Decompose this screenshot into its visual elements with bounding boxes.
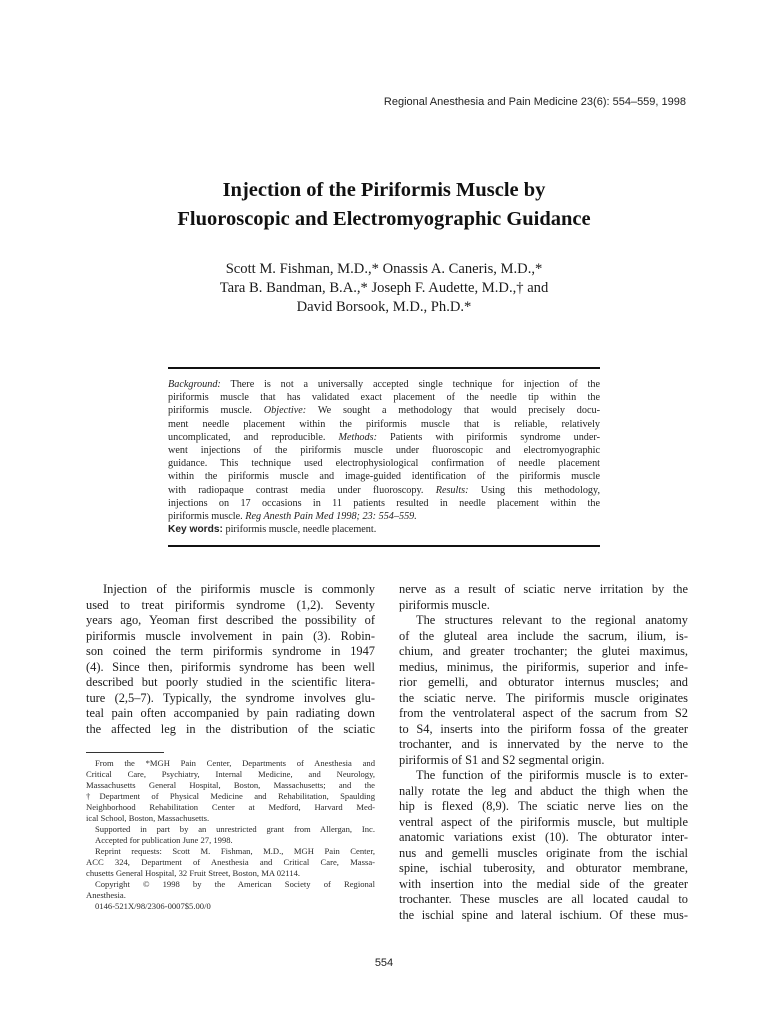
body-line: trochanter. These muscles are all located caudal to bbox=[399, 892, 688, 906]
abstract-line: piriformis muscle. Objective: We sought a methodology that would precisely docu- bbox=[168, 405, 600, 417]
body-line: The function of the piriformis muscle is to exter- bbox=[416, 768, 688, 782]
footnote-line: Critical Care, Psychiatry, Internal Medicine, and Neurology, bbox=[86, 769, 375, 779]
body-line: from the ventrolateral aspect of the sacrum from S2 bbox=[399, 706, 688, 720]
author-line: David Borsook, M.D., Ph.D.* bbox=[296, 299, 472, 315]
body-line: piriformis of S1 and S2 segmental origin. bbox=[399, 752, 605, 767]
footnote-line: ACC 324, Department of Anesthesia and Critical Care, Massa- bbox=[86, 857, 375, 867]
abstract-top-rule bbox=[168, 367, 600, 369]
body-line: spine, ischial tuberosity, and obturator membrane, bbox=[399, 861, 688, 875]
background-label: Background: bbox=[168, 379, 221, 390]
abstract-line: injections on 17 occasions in 11 patients resulted in needle placement within the bbox=[168, 497, 600, 509]
citation: Reg Anesth Pain Med 1998; 23: 554–559. bbox=[245, 511, 417, 523]
body-line: (4). Since then, piriformis syndrome has been well bbox=[86, 659, 375, 674]
body-line: to S4, inserts into the piriform fossa of the greater bbox=[399, 721, 688, 736]
abstract-line: uncomplicated, and reproducible. Methods: Patients with piriformis syndrome under- bbox=[168, 431, 600, 443]
body-line: nally rotate the leg and abduct the thigh when the bbox=[399, 783, 688, 798]
body-line: Injection of the piriformis muscle is commonly bbox=[103, 582, 375, 596]
body-line: of the gluteal area include the sacrum, ilium, is- bbox=[399, 628, 688, 643]
body-line: the sciatic nerve. The piriformis muscle originates bbox=[399, 690, 688, 705]
abstract-line: with radiopaque contrast media under fluoroscopy. Results: Using this methodology, bbox=[168, 484, 600, 496]
abstract-bottom-rule bbox=[168, 545, 600, 547]
author-line: Tara B. Bandman, B.A.,* Joseph F. Audette, M.D.,† and bbox=[219, 280, 549, 296]
body-line: the affected leg in the distribution of the sciatic bbox=[86, 721, 375, 736]
body-line: The structures relevant to the regional anatomy bbox=[416, 613, 688, 627]
body-column-left bbox=[86, 582, 375, 737]
abstract-line: piriformis muscle that has validated exact placement of the needle tip within the bbox=[168, 392, 600, 404]
footnote-line: 0146-521X/98/2306-0007$5.00/0 bbox=[95, 901, 211, 911]
footnotes bbox=[86, 758, 375, 912]
body-line: the ischial spine and lateral ischium. Of these mus- bbox=[399, 907, 688, 922]
footnote-line: Massachusetts General Hospital, Boston, Massachusetts; and the bbox=[86, 780, 375, 790]
abstract-line: piriformis muscle. Reg Anesth Pain Med 1998; 23: 554–559. bbox=[168, 511, 417, 523]
footnote-rule bbox=[86, 752, 164, 753]
body-line: with insertion into the medial side of the greater bbox=[399, 876, 688, 891]
footnote-line: Neighborhood Rehabilitation Center at Medford, Harvard Med- bbox=[86, 802, 375, 812]
body-line: piriformis muscle involvement in pain (3). Robin- bbox=[86, 628, 375, 643]
footnote-line: †Department of Physical Medicine and Rehabilitation, Spaulding bbox=[86, 791, 375, 801]
footnote-line: From the *MGH Pain Center, Departments of Anesthesia and bbox=[95, 758, 375, 768]
body-line: nus and gemelli muscles originate from the ischial bbox=[399, 845, 688, 860]
author-list bbox=[0, 260, 768, 317]
footnote-line: chusetts General Hospital, 32 Fruit Street, Boston, MA 02114. bbox=[86, 868, 301, 878]
body-line: son coined the term piriformis syndrome in 1947 bbox=[86, 644, 375, 658]
body-line: rior gemelli, and obturator internus muscles; and bbox=[399, 675, 688, 689]
footnote-line: Accepted for publication June 27, 1998. bbox=[95, 835, 233, 845]
footnote-line: Supported in part by an unrestricted grant from Allergan, Inc. bbox=[95, 824, 375, 834]
abstract-line: Background: There is not a universally accepted single technique for injection of the bbox=[168, 379, 600, 390]
body-line: teal pain often accompanied by pain radiating down bbox=[86, 706, 375, 720]
body-line: ventral aspect of the piriformis muscle, but multiple bbox=[399, 814, 688, 829]
body-line: described but poorly studied in the scientific litera- bbox=[86, 675, 375, 689]
abstract bbox=[168, 378, 600, 536]
abstract-line: ment needle placement within the piriformis muscle that is reliable, relatively bbox=[168, 418, 600, 430]
body-line: anatomic variations exist (10). The obturator inter- bbox=[399, 830, 688, 844]
footnote-line: Copyright © 1998 by the American Society of Regional bbox=[95, 879, 375, 889]
footnote-line: Anesthesia. bbox=[86, 890, 126, 900]
body-line: used to treat piriformis syndrome (1,2). Seventy bbox=[86, 597, 375, 612]
results-label: Results: bbox=[435, 484, 469, 496]
body-line: trochanter, and is innervated by the nerve to the bbox=[399, 737, 688, 751]
body-line: nerve as a result of sciatic nerve irritation by the bbox=[399, 582, 688, 596]
body-line: piriformis muscle. bbox=[399, 597, 490, 612]
methods-label: Methods: bbox=[338, 431, 377, 443]
author-line: Scott M. Fishman, M.D.,* Onassis A. Caneris, M.D.,* bbox=[225, 261, 543, 277]
abstract-line: went injections of the piriformis muscle under fluoroscopic and electromyographic bbox=[168, 445, 600, 457]
article-title bbox=[0, 176, 768, 234]
footnote-line: ical School, Boston, Massachusetts. bbox=[86, 813, 210, 823]
body-column-right bbox=[399, 582, 688, 923]
body-line: chium, and greater trochanter; the glutei maximus, bbox=[399, 644, 688, 658]
body-line: years ago, Yeoman first described the possibility of bbox=[86, 613, 375, 627]
abstract-line: guidance. This technique used electrophysiological confirmation of needle placement bbox=[168, 458, 600, 470]
keywords: piriformis muscle, needle placement. bbox=[225, 524, 377, 536]
body-line: medius, minimus, the piriformis, superior and infe- bbox=[399, 659, 688, 674]
keywords-label: Key words: bbox=[168, 524, 223, 536]
title-line: Injection of the Piriformis Muscle by bbox=[222, 179, 546, 201]
page-number: 554 bbox=[374, 957, 394, 969]
keywords-line bbox=[168, 523, 600, 536]
title-line: Fluoroscopic and Electromyographic Guidance bbox=[177, 208, 591, 230]
body-line: hip is flexed (8,9). The sciatic nerve lies on the bbox=[399, 799, 688, 813]
body-line: ture (2,5–7). Typically, the syndrome involves glu- bbox=[86, 690, 375, 705]
footnote-line: Reprint requests: Scott M. Fishman, M.D., MGH Pain Center, bbox=[95, 846, 375, 856]
abstract-line: within the piriformis muscle and image-guided identification of the piriformis muscle bbox=[168, 471, 600, 483]
journal-header: Regional Anesthesia and Pain Medicine 23(6): 554–559, 1998 bbox=[383, 96, 686, 108]
objective-label: Objective: bbox=[263, 405, 307, 417]
